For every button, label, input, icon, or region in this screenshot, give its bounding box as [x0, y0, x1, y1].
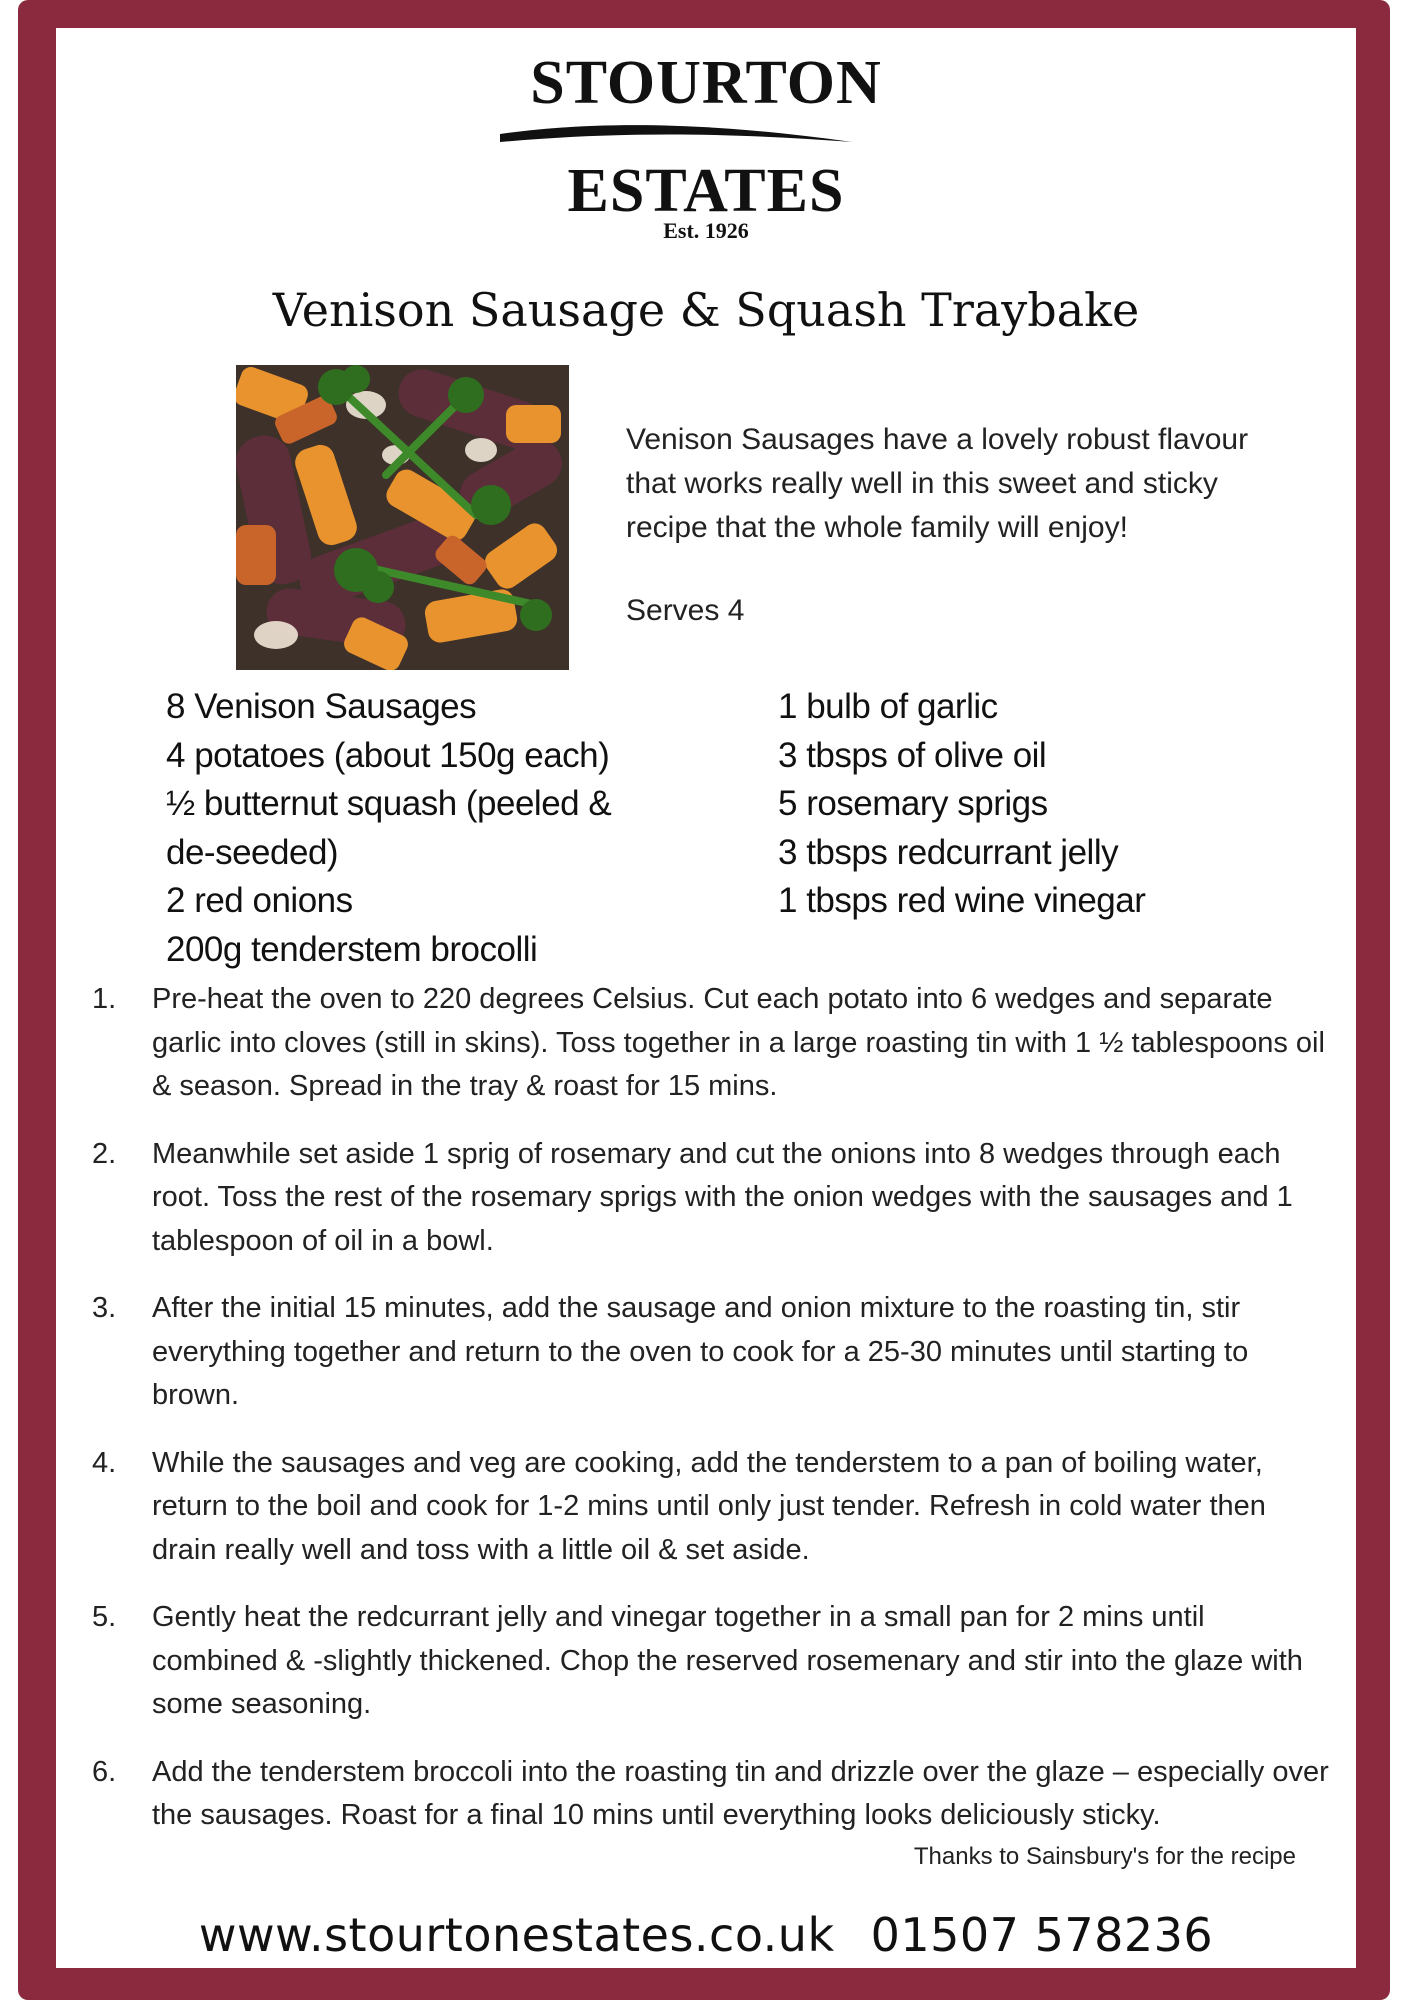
traybake-photo-art — [236, 365, 569, 670]
ingredient-item: 1 tbsps red wine vinegar — [778, 881, 1146, 920]
ingredient-item: 8 Venison Sausages — [166, 687, 477, 726]
ingredient-item: 2 red onions — [166, 881, 353, 920]
ingredient-item: 4 potatoes (about 150g each) — [166, 735, 610, 775]
step-text: Meanwhile set aside 1 sprig of rosemary and cut the onions into 8 wedges through each root. Toss the rest of the rosemary sprigs with the onion wedges with the sausages and 1 tablespoon of oil in a bowl. — [152, 1137, 1293, 1257]
contact-footer — [56, 1908, 1356, 1962]
ingredients-right — [778, 683, 1258, 926]
step-text: While the sausages and veg are cooking, add the tenderstem to a pan of boiling water, return to the boil and cook for 1-2 mins until only just tender. Refresh in cold water then drain really well and toss with a little oil & set aside. — [152, 1446, 1266, 1566]
step-number: 4. — [92, 1446, 117, 1479]
ingredient-item: ½ butternut squash (peeled & de-seeded) — [166, 784, 612, 872]
step-number: 6. — [92, 1755, 117, 1788]
method-step — [92, 1442, 1332, 1573]
ingredient-item: 3 tbsps of olive oil — [778, 735, 1047, 775]
recipe-intro: Venison Sausages have a lovely robust flavour that works really well in this sweet and sticky recipe that the whole family will enjoy! — [626, 423, 1249, 544]
recipe-card — [56, 28, 1356, 1968]
logo-swoosh-icon — [496, 120, 856, 160]
method-step — [92, 1596, 1332, 1727]
ingredient-item: 5 rosemary sprigs — [778, 784, 1048, 823]
logo-established: Est. 1926 — [663, 218, 749, 243]
website-link[interactable]: www.stourtonestates.co.uk — [198, 1908, 835, 1962]
traybake-photo — [236, 365, 569, 670]
step-number: 1. — [92, 983, 117, 1015]
method-step — [92, 1133, 1332, 1264]
recipe-serves: Serves 4 — [626, 594, 745, 627]
ingredients-left — [166, 683, 666, 974]
step-text: Gently heat the redcurrant jelly and vinegar together in a small pan for 2 mins until combined & -slightly thickened. Chop the reserved rosemenary and stir into the glaze with some seasoning. — [152, 1601, 1303, 1720]
step-text: After the initial 15 minutes, add the sausage and onion mixture to the roasting tin, stir everything together and return to the oven to cook for a 25-30 minutes until starting to brown. — [152, 1292, 1249, 1411]
method-step — [92, 1751, 1332, 1838]
step-text: Pre-heat the oven to 220 degrees Celsius. Cut each potato into 6 wedges and separate garlic into cloves (still in skins). Toss together in a large roasting tin with 1 ½ tablespoons oil & season. Spread in the tray & roast for 15 mins. — [152, 983, 1325, 1102]
logo-line-1: STOURTON — [530, 49, 882, 117]
method-step — [92, 978, 1332, 1109]
ingredient-item: 3 tbsps redcurrant jelly — [778, 832, 1119, 872]
method-steps — [92, 978, 1332, 1862]
step-number: 2. — [92, 1137, 117, 1170]
recipe-credit: Thanks to Sainsbury's for the recipe — [913, 1843, 1296, 1870]
step-text: Add the tenderstem broccoli into the roasting tin and drizzle over the glaze – especially over the sausages. Roast for a final 10 mins until everything looks deliciously sticky. — [152, 1755, 1329, 1831]
ingredient-item: 200g tenderstem brocolli — [166, 929, 538, 969]
ingredient-item: 1 bulb of garlic — [778, 687, 998, 726]
method-step — [92, 1287, 1332, 1418]
step-number: 5. — [92, 1601, 117, 1633]
phone-number[interactable]: 01507 578236 — [870, 1908, 1214, 1962]
recipe-title: Venison Sausage & Squash Traybake — [272, 283, 1140, 337]
logo-line-2: ESTATES — [567, 157, 845, 225]
step-number: 3. — [92, 1292, 117, 1324]
